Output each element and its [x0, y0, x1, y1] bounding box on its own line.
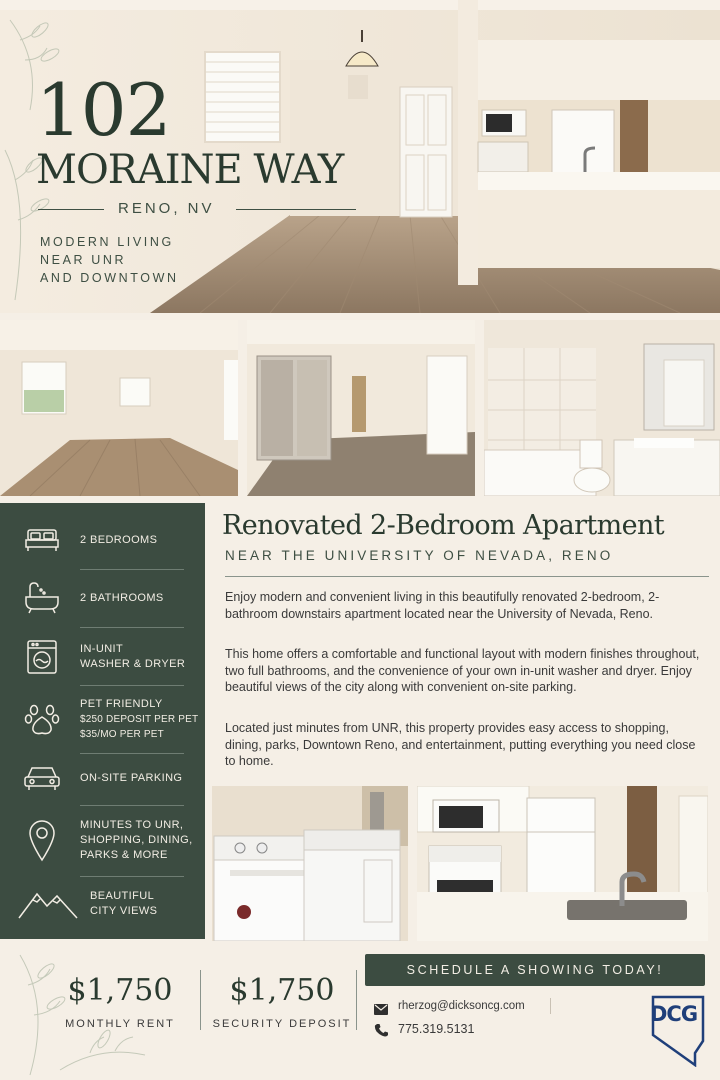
divider-line	[225, 576, 709, 577]
property-number: 102	[36, 68, 171, 152]
divider-line	[550, 998, 551, 1014]
feature-label: ON-SITE PARKING	[80, 771, 183, 784]
feature-parking	[0, 758, 205, 798]
kitchen-photo	[417, 786, 708, 941]
listing-title: Renovated 2-Bedroom Apartment	[222, 510, 665, 541]
leaf-decoration-icon	[0, 945, 150, 1080]
feature-location	[0, 815, 205, 865]
monthly-rent-label: MONTHLY RENT	[65, 1018, 175, 1030]
divider-line	[80, 753, 184, 754]
closet-bedroom-photo	[247, 320, 475, 496]
security-deposit-value: $1,750	[229, 973, 335, 1008]
tagline-line: AND DOWNTOWN	[40, 271, 179, 285]
bathroom-photo	[484, 320, 720, 496]
description-paragraph: Located just minutes from UNR, this property provides easy access to shopping, dining, parks, Downtown Reno, and entertainment, putting everything you need close to home.	[225, 721, 696, 768]
divider-line	[80, 627, 184, 628]
feature-bathrooms	[0, 578, 205, 618]
paw-icon	[22, 699, 62, 739]
feature-label: 2 BATHROOMS	[80, 591, 164, 604]
mountain-icon	[16, 884, 80, 924]
feature-city-views	[0, 884, 205, 924]
description-paragraph: Enjoy modern and convenient living in this beautifully renovated 2-bedroom, 2-bathroom downstairs apartment located near the University of Nevada, Reno.	[225, 590, 660, 621]
divider-line	[80, 805, 184, 806]
bedroom-photo	[0, 320, 238, 496]
feature-washer-dryer	[0, 636, 205, 678]
divider-line	[356, 970, 357, 1030]
schedule-showing-button[interactable]: SCHEDULE A SHOWING TODAY!	[365, 954, 705, 986]
divider-line	[38, 209, 104, 210]
divider-line	[80, 685, 184, 686]
divider-line	[236, 209, 356, 210]
bed-icon	[22, 520, 62, 560]
feature-pet-friendly	[0, 694, 205, 744]
contact-phone[interactable]: 775.319.5131	[398, 1022, 475, 1036]
email-icon	[374, 1002, 388, 1020]
bathtub-icon	[22, 578, 62, 618]
feature-label: 2 BEDROOMS	[80, 533, 158, 546]
security-deposit-label: SECURITY DEPOSIT	[212, 1018, 352, 1030]
description-paragraph: This home offers a comfortable and functional layout with modern finishes throughout, two full bathrooms, and the convenience of your own in-unit washer and dryer. Enjoy beautiful views of the city along with convenient on-site parking.	[225, 647, 700, 694]
tagline-line: MODERN LIVING	[40, 235, 174, 249]
tagline-line: NEAR UNR	[40, 253, 127, 267]
feature-label: IN-UNIT WASHER & DRYER	[80, 643, 186, 670]
divider-line	[80, 569, 184, 570]
feature-label: PET FRIENDLY $250 DEPOSIT PER PET $35/MO PER PET	[80, 697, 199, 740]
company-logo: DCG	[650, 1002, 698, 1026]
property-city: RENO, NV	[118, 200, 215, 217]
washer-icon	[22, 637, 62, 677]
car-icon	[22, 758, 62, 798]
feature-label: MINUTES TO UNR, SHOPPING, DINING, PARKS & MORE	[80, 818, 193, 861]
location-pin-icon	[22, 820, 62, 860]
laundry-photo	[212, 786, 408, 941]
contact-email[interactable]: rherzog@dicksoncg.com	[398, 1000, 525, 1012]
listing-subtitle: NEAR THE UNIVERSITY OF NEVADA, RENO	[225, 548, 614, 563]
monthly-rent-value: $1,750	[67, 973, 173, 1008]
phone-icon	[374, 1023, 388, 1042]
property-street: MORAINE WAY	[36, 147, 344, 193]
feature-bedrooms	[0, 520, 205, 560]
feature-label: BEAUTIFUL CITY VIEWS	[90, 890, 158, 917]
divider-line	[80, 876, 184, 877]
